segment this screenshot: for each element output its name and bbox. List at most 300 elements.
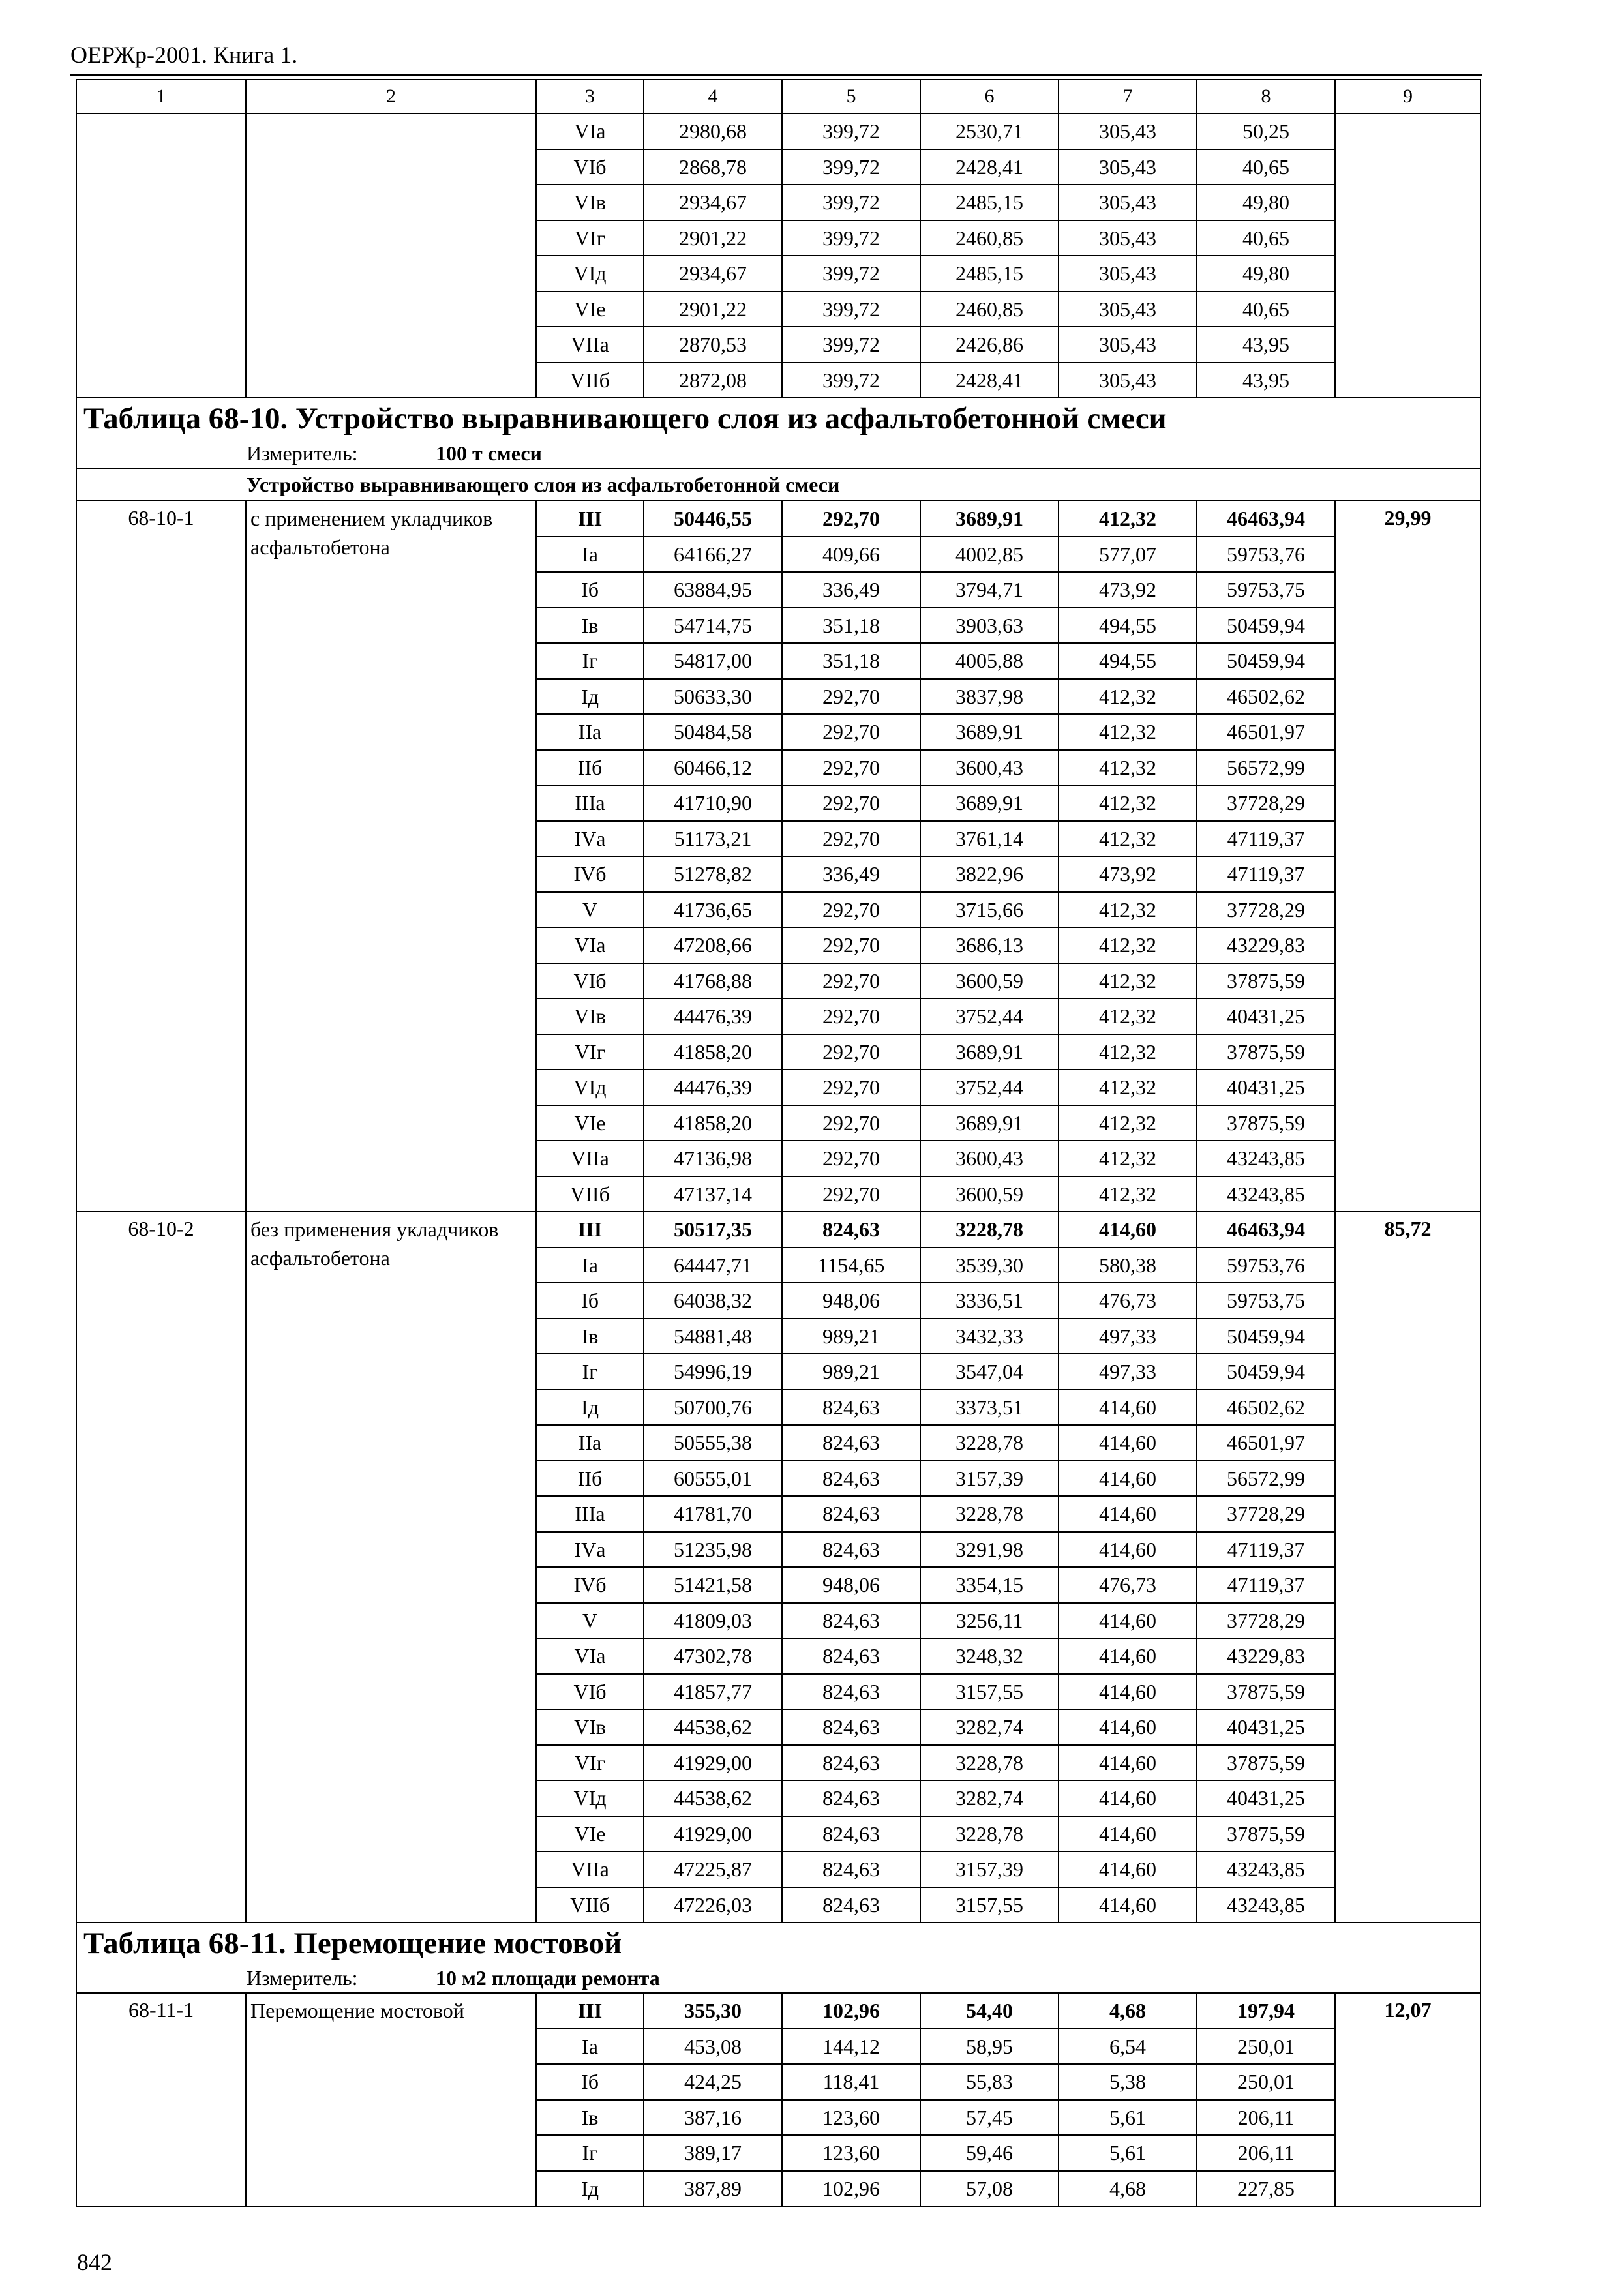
page-number: 842 [77,2249,112,2275]
value-cell: 47119,37 [1197,1567,1335,1603]
value-cell: 292,70 [782,1034,920,1070]
value-cell: 3547,04 [920,1354,1059,1390]
value-cell: 47136,98 [644,1141,782,1176]
zone-cell: IIIа [536,1496,644,1532]
value-cell: 292,70 [782,892,920,928]
table-row [76,113,1481,149]
value-cell: 414,60 [1059,1709,1197,1745]
value-cell: 414,60 [1059,1816,1197,1852]
zone-cell: VIг [536,1034,644,1070]
value-cell: 59753,75 [1197,1283,1335,1319]
value-cell: 292,70 [782,927,920,963]
value-cell: 5,38 [1059,2064,1197,2100]
value-cell: 497,33 [1059,1354,1197,1390]
value-cell: 305,43 [1059,185,1197,220]
value-cell: 197,94 [1197,1993,1335,2029]
value-cell: 412,32 [1059,1105,1197,1141]
value-cell: 43243,85 [1197,1176,1335,1212]
value-cell: 2485,15 [920,256,1059,292]
value-cell: 4002,85 [920,537,1059,573]
value-cell: 41858,20 [644,1034,782,1070]
value-cell: 305,43 [1059,113,1197,149]
value-cell: 41929,00 [644,1816,782,1852]
value-cell: 41710,90 [644,785,782,821]
value-cell: 948,06 [782,1283,920,1319]
value-cell: 989,21 [782,1319,920,1354]
value-cell: 5,61 [1059,2100,1197,2136]
value-cell: 292,70 [782,1105,920,1141]
value-cell: 824,63 [782,1887,920,1923]
value-cell: 824,63 [782,1851,920,1887]
value-cell: 414,60 [1059,1425,1197,1461]
value-cell: 3373,51 [920,1390,1059,1426]
value-cell: 3291,98 [920,1532,1059,1568]
value-cell: 51173,21 [644,821,782,857]
value-cell: 40431,25 [1197,1780,1335,1816]
zone-cell: Iд [536,679,644,715]
value-cell: 476,73 [1059,1567,1197,1603]
value-cell: 824,63 [782,1603,920,1639]
table-row [76,501,1481,537]
table-title: Таблица 68-10. Устройство выравнивающего слоя из асфальтобетонной смеси [76,398,1481,439]
zone-cell: Iб [536,2064,644,2100]
value-cell: 412,32 [1059,927,1197,963]
value-cell: 3228,78 [920,1212,1059,1248]
value-cell: 47119,37 [1197,856,1335,892]
value-cell: 824,63 [782,1496,920,1532]
value-cell: 47208,66 [644,927,782,963]
zone-cell: VIIа [536,1851,644,1887]
value-cell: 54714,75 [644,608,782,644]
zone-cell: VIIб [536,1176,644,1212]
value-cell: 453,08 [644,2029,782,2065]
value-cell: 40,65 [1197,149,1335,185]
value-cell: 3432,33 [920,1319,1059,1354]
labor-cell-empty [1335,113,1481,398]
value-cell: 54817,00 [644,643,782,679]
value-cell: 414,60 [1059,1212,1197,1248]
value-cell: 3752,44 [920,998,1059,1034]
zone-cell: Iд [536,2171,644,2207]
header-rule [70,74,1482,76]
value-cell: 336,49 [782,572,920,608]
zone-cell: IVа [536,821,644,857]
value-cell: 50459,94 [1197,643,1335,679]
value-cell: 206,11 [1197,2100,1335,2136]
zone-cell: VIа [536,927,644,963]
value-cell: 50446,55 [644,501,782,537]
value-cell: 3282,74 [920,1780,1059,1816]
value-cell: 305,43 [1059,149,1197,185]
value-cell: 59753,76 [1197,537,1335,573]
value-cell: 414,60 [1059,1532,1197,1568]
value-cell: 123,60 [782,2135,920,2171]
value-cell: 824,63 [782,1212,920,1248]
value-cell: 56572,99 [1197,1461,1335,1497]
value-cell: 292,70 [782,785,920,821]
value-cell: 414,60 [1059,1887,1197,1923]
value-cell: 3686,13 [920,927,1059,963]
value-cell: 40431,25 [1197,998,1335,1034]
value-cell: 56572,99 [1197,750,1335,786]
value-cell: 2934,67 [644,256,782,292]
labor-cost: 29,99 [1335,501,1481,1212]
value-cell: 399,72 [782,220,920,256]
value-cell: 51235,98 [644,1532,782,1568]
zone-cell: VIв [536,998,644,1034]
value-cell: 43,95 [1197,327,1335,363]
value-cell: 292,70 [782,998,920,1034]
value-cell: 54881,48 [644,1319,782,1354]
zone-cell: VIа [536,113,644,149]
value-cell: 2485,15 [920,185,1059,220]
value-cell: 3794,71 [920,572,1059,608]
value-cell: 473,92 [1059,856,1197,892]
value-cell: 948,06 [782,1567,920,1603]
zone-cell: VIе [536,292,644,327]
column-number-row [76,80,1481,113]
value-cell: 292,70 [782,963,920,999]
value-cell: 50459,94 [1197,608,1335,644]
value-cell: 3248,32 [920,1638,1059,1674]
rate-name: без применения укладчиков асфальтобетона [246,1212,536,1922]
rate-code: 68-10-1 [76,501,246,1212]
zone-cell: VIб [536,963,644,999]
value-cell: 412,32 [1059,750,1197,786]
value-cell: 3228,78 [920,1425,1059,1461]
value-cell: 43229,83 [1197,1638,1335,1674]
value-cell: 46502,62 [1197,1390,1335,1426]
value-cell: 57,45 [920,2100,1059,2136]
value-cell: 5,61 [1059,2135,1197,2171]
value-cell: 44476,39 [644,1070,782,1105]
value-cell: 2934,67 [644,185,782,220]
value-cell: 50517,35 [644,1212,782,1248]
rate-name: с применением укладчиков асфальтобетона [246,501,536,1212]
value-cell: 412,32 [1059,963,1197,999]
zone-cell: VIе [536,1105,644,1141]
value-cell: 414,60 [1059,1603,1197,1639]
unit-row [76,1964,1481,1993]
value-cell: 37875,59 [1197,1105,1335,1141]
value-cell: 409,66 [782,537,920,573]
value-cell: 412,32 [1059,821,1197,857]
value-cell: 1154,65 [782,1248,920,1283]
table-title-row [76,1922,1481,1964]
value-cell: 2428,41 [920,149,1059,185]
value-cell: 3354,15 [920,1567,1059,1603]
value-cell: 3600,43 [920,750,1059,786]
value-cell: 41736,65 [644,892,782,928]
zone-cell: VIIа [536,1141,644,1176]
value-cell: 824,63 [782,1461,920,1497]
value-cell: 60555,01 [644,1461,782,1497]
value-cell: 47119,37 [1197,821,1335,857]
value-cell: 351,18 [782,608,920,644]
value-cell: 387,16 [644,2100,782,2136]
value-cell: 46502,62 [1197,679,1335,715]
column-number: 8 [1197,80,1335,113]
value-cell: 43,95 [1197,363,1335,398]
value-cell: 59753,76 [1197,1248,1335,1283]
value-cell: 3822,96 [920,856,1059,892]
value-cell: 2460,85 [920,292,1059,327]
value-cell: 414,60 [1059,1780,1197,1816]
value-cell: 399,72 [782,185,920,220]
value-cell: 6,54 [1059,2029,1197,2065]
column-number: 5 [782,80,920,113]
value-cell: 47137,14 [644,1176,782,1212]
value-cell: 412,32 [1059,1141,1197,1176]
value-cell: 3157,55 [920,1887,1059,1923]
value-cell: 250,01 [1197,2064,1335,2100]
value-cell: 824,63 [782,1425,920,1461]
value-cell: 399,72 [782,363,920,398]
value-cell: 144,12 [782,2029,920,2065]
value-cell: 47119,37 [1197,1532,1335,1568]
value-cell: 123,60 [782,2100,920,2136]
value-cell: 387,89 [644,2171,782,2207]
value-cell: 412,32 [1059,501,1197,537]
value-cell: 3539,30 [920,1248,1059,1283]
value-cell: 305,43 [1059,363,1197,398]
value-cell: 476,73 [1059,1283,1197,1319]
value-cell: 414,60 [1059,1496,1197,1532]
value-cell: 40431,25 [1197,1709,1335,1745]
value-cell: 2868,78 [644,149,782,185]
value-cell: 41768,88 [644,963,782,999]
value-cell: 2901,22 [644,292,782,327]
value-cell: 118,41 [782,2064,920,2100]
zone-cell: IVа [536,1532,644,1568]
value-cell: 414,60 [1059,1674,1197,1710]
value-cell: 4,68 [1059,2171,1197,2207]
value-cell: 250,01 [1197,2029,1335,2065]
value-cell: 292,70 [782,1070,920,1105]
value-cell: 50484,58 [644,714,782,750]
rate-name: Перемощение мостовой [246,1993,536,2206]
zone-cell: IIIа [536,785,644,821]
value-cell: 63884,95 [644,572,782,608]
value-cell: 494,55 [1059,643,1197,679]
value-cell: 64166,27 [644,537,782,573]
value-cell: 399,72 [782,256,920,292]
value-cell: 46463,94 [1197,1212,1335,1248]
value-cell: 41857,77 [644,1674,782,1710]
value-cell: 64447,71 [644,1248,782,1283]
value-cell: 412,32 [1059,1034,1197,1070]
value-cell: 41929,00 [644,1745,782,1781]
zone-cell: V [536,1603,644,1639]
value-cell: 3761,14 [920,821,1059,857]
table-body [76,80,1481,2206]
value-cell: 824,63 [782,1638,920,1674]
value-cell: 336,49 [782,856,920,892]
value-cell: 49,80 [1197,256,1335,292]
value-cell: 2530,71 [920,113,1059,149]
zone-cell: VIб [536,149,644,185]
value-cell: 580,38 [1059,1248,1197,1283]
unit-label: Измеритель: [247,441,358,465]
value-cell: 2460,85 [920,220,1059,256]
zone-cell: IVб [536,856,644,892]
value-cell: 494,55 [1059,608,1197,644]
value-cell: 57,08 [920,2171,1059,2207]
zone-cell: VIб [536,1674,644,1710]
value-cell: 37728,29 [1197,1603,1335,1639]
value-cell: 412,32 [1059,1176,1197,1212]
value-cell: 824,63 [782,1745,920,1781]
value-cell: 473,92 [1059,572,1197,608]
unit-label: Измеритель: [247,1966,358,1990]
value-cell: 412,32 [1059,1070,1197,1105]
value-cell: 4005,88 [920,643,1059,679]
value-cell: 54996,19 [644,1354,782,1390]
zone-cell: Iд [536,1390,644,1426]
value-cell: 412,32 [1059,714,1197,750]
value-cell: 43243,85 [1197,1851,1335,1887]
value-cell: 60466,12 [644,750,782,786]
value-cell: 424,25 [644,2064,782,2100]
table-row [76,1212,1481,1248]
value-cell: 3689,91 [920,1034,1059,1070]
unit-value: 100 т смеси [436,441,542,465]
value-cell: 399,72 [782,113,920,149]
value-cell: 412,32 [1059,892,1197,928]
zone-cell: Iг [536,2135,644,2171]
value-cell: 3837,98 [920,679,1059,715]
zone-cell: Iг [536,643,644,679]
value-cell: 4,68 [1059,1993,1197,2029]
value-cell: 824,63 [782,1532,920,1568]
zone-cell: VIд [536,1780,644,1816]
value-cell: 414,60 [1059,1461,1197,1497]
value-cell: 399,72 [782,292,920,327]
zone-cell: Iа [536,2029,644,2065]
value-cell: 292,70 [782,821,920,857]
rate-code: 68-10-2 [76,1212,246,1922]
value-cell: 3157,55 [920,1674,1059,1710]
unit-cell [76,439,1481,468]
zone-cell: Iб [536,1283,644,1319]
table-row [76,1993,1481,2029]
value-cell: 292,70 [782,1141,920,1176]
value-cell: 3600,59 [920,1176,1059,1212]
value-cell: 40431,25 [1197,1070,1335,1105]
value-cell: 37875,59 [1197,963,1335,999]
value-cell: 3903,63 [920,608,1059,644]
value-cell: 43243,85 [1197,1887,1335,1923]
value-cell: 37875,59 [1197,1816,1335,1852]
value-cell: 3752,44 [920,1070,1059,1105]
value-cell: 3157,39 [920,1461,1059,1497]
value-cell: 37728,29 [1197,1496,1335,1532]
value-cell: 44476,39 [644,998,782,1034]
value-cell: 40,65 [1197,292,1335,327]
zone-cell: Iв [536,2100,644,2136]
value-cell: 3157,39 [920,1851,1059,1887]
value-cell: 412,32 [1059,998,1197,1034]
column-number: 9 [1335,80,1481,113]
value-cell: 305,43 [1059,292,1197,327]
zone-cell: VIв [536,1709,644,1745]
value-cell: 40,65 [1197,220,1335,256]
value-cell: 51421,58 [644,1567,782,1603]
value-cell: 3256,11 [920,1603,1059,1639]
value-cell: 37875,59 [1197,1034,1335,1070]
column-number: 6 [920,80,1059,113]
value-cell: 50555,38 [644,1425,782,1461]
value-cell: 3600,59 [920,963,1059,999]
value-cell: 44538,62 [644,1709,782,1745]
value-cell: 305,43 [1059,327,1197,363]
zone-cell: VIIа [536,327,644,363]
value-cell: 102,96 [782,2171,920,2207]
zone-cell: III [536,1212,644,1248]
unit-row [76,439,1481,468]
value-cell: 46501,97 [1197,1425,1335,1461]
value-cell: 46463,94 [1197,501,1335,537]
zone-cell: VIа [536,1638,644,1674]
value-cell: 47226,03 [644,1887,782,1923]
zone-cell: VIв [536,185,644,220]
labor-cost: 85,72 [1335,1212,1481,1922]
zone-cell: VIIб [536,1887,644,1923]
value-cell: 292,70 [782,750,920,786]
zone-cell: Iв [536,608,644,644]
value-cell: 3600,43 [920,1141,1059,1176]
zone-cell: VIг [536,1745,644,1781]
value-cell: 41781,70 [644,1496,782,1532]
value-cell: 414,60 [1059,1390,1197,1426]
subsection-row [76,468,1481,501]
value-cell: 2901,22 [644,220,782,256]
zone-cell: VIе [536,1816,644,1852]
value-cell: 497,33 [1059,1319,1197,1354]
zone-cell: VIIб [536,363,644,398]
column-number: 7 [1059,80,1197,113]
value-cell: 292,70 [782,501,920,537]
zone-cell: III [536,1993,644,2029]
value-cell: 46501,97 [1197,714,1335,750]
zone-cell: Iа [536,537,644,573]
value-cell: 2872,08 [644,363,782,398]
value-cell: 414,60 [1059,1745,1197,1781]
value-cell: 292,70 [782,714,920,750]
zone-cell: VIд [536,1070,644,1105]
value-cell: 305,43 [1059,220,1197,256]
value-cell: 824,63 [782,1709,920,1745]
value-cell: 399,72 [782,327,920,363]
value-cell: 2426,86 [920,327,1059,363]
value-cell: 2980,68 [644,113,782,149]
value-cell: 227,85 [1197,2171,1335,2207]
column-number: 4 [644,80,782,113]
rates-table [76,79,1481,2207]
column-number: 3 [536,80,644,113]
value-cell: 59753,75 [1197,572,1335,608]
zone-cell: IIб [536,1461,644,1497]
value-cell: 3228,78 [920,1496,1059,1532]
value-cell: 824,63 [782,1674,920,1710]
value-cell: 37728,29 [1197,785,1335,821]
value-cell: 355,30 [644,1993,782,2029]
value-cell: 50459,94 [1197,1319,1335,1354]
value-cell: 50,25 [1197,113,1335,149]
running-header: ОЕРЖр-2001. Книга 1. [70,42,298,68]
value-cell: 58,95 [920,2029,1059,2065]
labor-cost: 12,07 [1335,1993,1481,2206]
